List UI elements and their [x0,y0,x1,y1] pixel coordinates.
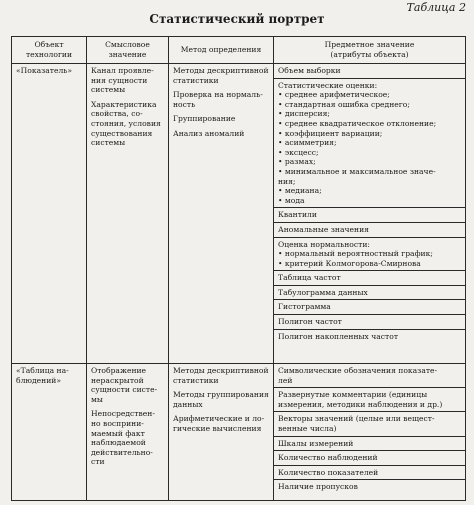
attribute-line: измерения, методики наблюдения и др.) [278,399,443,409]
attribute-separator [274,387,465,388]
attribute-line: • коэффициент вариации; [278,128,383,138]
attribute-line: Развернутые комментарии (единицы [278,390,428,400]
semantic-cell [87,364,169,501]
attribute-line: • асимметрия; [278,138,337,148]
attribute-line: Таблица частот [278,273,341,283]
header-line: значение [108,50,147,59]
semantic-line: но восприни- [91,418,144,428]
attribute-line: ния; [278,176,296,186]
header-line: Предметное значение [324,40,415,50]
attribute-separator [274,285,465,286]
method-line: Арифметические и ло- [173,414,265,424]
attribute-line: Гистограмма [278,302,331,312]
attribute-line: Аномальные значения [278,224,369,234]
attribute-line: Векторы значений (целые или вещест- [278,414,435,424]
semantic-line: существования [91,128,153,138]
attribute-line: Количество наблюдений [278,453,378,463]
method-line: ность [173,99,196,109]
method-cell [169,364,274,501]
method-line: Методы дескриптивной [173,366,269,375]
header-line: Метод определения [180,45,262,55]
statistical-portrait-table [11,36,466,501]
attribute-line: Полигон накопленных частот [278,331,399,341]
attribute-line: Оценка нормальности: [278,239,370,249]
attribute-separator [274,436,465,437]
attribute-line: Статистические оценки: [278,80,378,90]
header-cell [169,37,274,64]
attribute-separator [274,411,465,412]
table-row [12,364,466,501]
semantic-line: Характеристика [91,99,157,109]
table-title: Статистический портрет [149,12,325,26]
method-line: статистики [173,375,219,385]
semantic-line: маемый факт [91,428,145,438]
attribute-line: Объем выборки [278,66,341,75]
attribute-line: • минимальное и максимальное значе- [278,166,436,176]
attribute-line: Полигон частот [278,317,342,327]
object-line: блюдений» [16,375,62,385]
header-row [12,37,466,64]
method-cell [169,64,274,364]
attribute-line: Квантили [278,210,317,220]
attribute-separator [274,78,465,79]
header-cell [12,37,87,64]
method-line: статистики [173,75,219,85]
header-line: технологии [25,50,73,59]
semantic-line: нераскрытой [91,375,144,385]
attribute-line: • среднее квадратическое отклонение; [278,118,437,128]
semantic-line: стояния, условия [91,118,161,128]
attribute-line: лей [278,375,293,385]
attribute-line: • среднее арифметическое; [278,90,390,100]
method-line: Методы группирования [173,390,269,400]
attribute-separator [274,299,465,300]
method-line: данных [173,399,203,409]
object-line: «Показатель» [16,66,73,75]
semantic-line: сти [91,457,105,467]
method-line: Методы дескриптивной [173,66,269,75]
attribute-separator [274,465,465,466]
table-number: Таблица 2 [406,1,466,14]
table-row [12,64,466,364]
semantic-line: свойства, со- [91,109,143,119]
attribute-separator [274,270,465,271]
method-line: гические вычисления [173,423,262,433]
attribute-line: • дисперсия; [278,109,330,119]
semantic-line: сущности систе- [91,385,158,395]
semantic-line: Непосредствен- [91,409,155,419]
attribute-line: Шкалы измерений [278,438,354,448]
header-line: (атрибуты объекта) [330,50,409,59]
attribute-line: • нормальный вероятностный график; [278,249,433,259]
attribute-line: Количество показателей [278,467,379,477]
object-line: «Таблица на- [16,366,69,375]
semantic-line: системы [91,85,126,95]
attribute-separator [274,314,465,315]
attribute-line: Наличие пропусков [278,482,358,492]
header-cell [274,37,466,64]
attribute-line: Символические обозначения показате- [278,366,438,375]
semantic-cell [87,64,169,364]
attribute-cell [274,364,466,501]
attribute-separator [274,222,465,223]
attribute-separator [274,450,465,451]
method-line: Группирование [173,114,236,124]
attribute-separator [274,329,465,330]
semantic-line: наблюдаемой [91,438,146,448]
attribute-separator [274,207,465,208]
semantic-line: мы [91,394,103,404]
object-cell [12,364,87,501]
semantic-line: действительно- [91,447,153,457]
attribute-line: • размах; [278,157,316,167]
attribute-separator [274,237,465,238]
header-line: Смысловое [105,40,150,50]
semantic-line: Канал проявле- [91,66,154,75]
header-line: Объект [34,40,64,50]
attribute-line: • мода [278,195,305,205]
attribute-separator [274,479,465,480]
method-line: Проверка на нормаль- [173,90,263,100]
semantic-line: ния сущности [91,75,148,85]
method-line: Анализ аномалий [173,128,245,138]
header-cell [87,37,169,64]
attribute-line: • стандартная ошибка среднего; [278,99,410,109]
attribute-cell [274,64,466,364]
attribute-line: • медиана; [278,186,322,196]
semantic-line: Отображение [91,366,147,375]
attribute-line: • эксцесс; [278,147,319,157]
attribute-line: • критерий Колмогорова-Смирнова [278,258,421,268]
attribute-line: Табулограмма данных [278,287,368,297]
object-cell [12,64,87,364]
semantic-line: системы [91,138,126,148]
attribute-line: венные числа) [278,423,337,433]
